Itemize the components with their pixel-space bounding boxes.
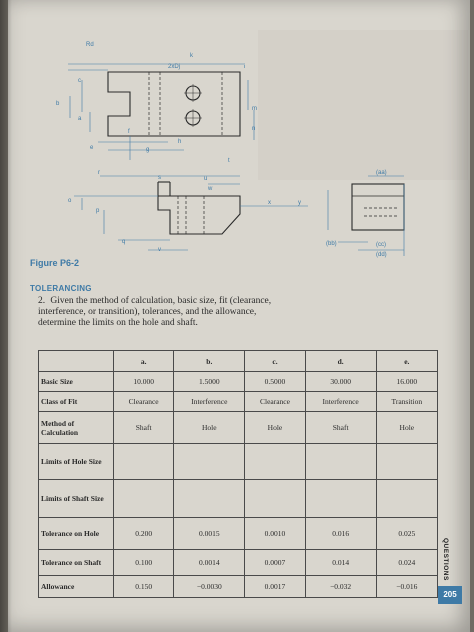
tolerance-table <box>38 350 438 598</box>
dim-label-p: p <box>96 208 100 214</box>
row-label-shaft-limits: Limits of Shaft Size <box>39 480 114 518</box>
answer-cell[interactable] <box>305 480 376 518</box>
problem-statement <box>38 296 278 329</box>
answer-cell[interactable] <box>245 444 305 480</box>
dim-label-m: m <box>252 106 257 112</box>
table-row <box>39 392 438 412</box>
answer-cell[interactable] <box>174 444 245 480</box>
answer-cell[interactable] <box>174 480 245 518</box>
table-corner-cell <box>39 351 114 372</box>
dim-label-s: s <box>158 175 161 181</box>
dim-label-f: f <box>128 129 130 135</box>
dim-label-r: r <box>98 170 100 176</box>
table-row <box>39 372 438 392</box>
column-header-a: a. <box>114 351 174 372</box>
table-cell: Shaft <box>114 412 174 444</box>
column-header-d: d. <box>305 351 376 372</box>
table-cell: Interference <box>174 392 245 412</box>
dim-label-y: y <box>298 200 301 206</box>
table-cell: −0.0030 <box>174 576 245 598</box>
table-row <box>39 480 438 518</box>
row-label-class-of-fit: Class of Fit <box>39 392 114 412</box>
dim-label-t: t <box>228 158 230 164</box>
table-cell: Transition <box>376 392 437 412</box>
row-label-shaft-tolerance: Tolerance on Shaft <box>39 550 114 576</box>
table-cell: 0.150 <box>114 576 174 598</box>
row-label-hole-limits: Limits of Hole Size <box>39 444 114 480</box>
table-cell: 0.0007 <box>245 550 305 576</box>
dim-label-e: e <box>90 145 94 151</box>
dim-label-x: x <box>268 200 271 206</box>
answer-cell[interactable] <box>305 444 376 480</box>
table-cell: 0.200 <box>114 518 174 550</box>
dim-label-g: g <box>146 147 150 153</box>
table-cell: 30.000 <box>305 372 376 392</box>
table-cell: 0.016 <box>305 518 376 550</box>
answer-cell[interactable] <box>114 480 174 518</box>
row-label-allowance: Allowance <box>39 576 114 598</box>
dim-label-k: k <box>190 53 193 59</box>
dim-label-q: q <box>122 239 126 245</box>
dim-label-w: w <box>208 186 213 192</box>
answer-cell[interactable] <box>376 444 437 480</box>
figure-caption: Figure P6-2 <box>30 258 80 268</box>
row-label-basic-size: Basic Size <box>39 372 114 392</box>
table-cell: −0.032 <box>305 576 376 598</box>
dim-label-b: b <box>56 101 60 107</box>
table-cell: 1.5000 <box>174 372 245 392</box>
dim-label-Rd: Rd <box>86 42 94 48</box>
table-cell: Shaft <box>305 412 376 444</box>
answer-cell[interactable] <box>114 444 174 480</box>
dim-label-n: n <box>252 126 256 132</box>
textbook-page <box>8 0 470 632</box>
table-cell: Interference <box>305 392 376 412</box>
table-cell: 0.5000 <box>245 372 305 392</box>
column-header-c: c. <box>245 351 305 372</box>
table-row <box>39 412 438 444</box>
table-cell: 0.025 <box>376 518 437 550</box>
dim-label-o: o <box>68 198 72 204</box>
problem-number: 2. <box>38 296 46 306</box>
dim-label-h: h <box>178 139 182 145</box>
answer-cell[interactable] <box>376 480 437 518</box>
page-number: 205 <box>443 590 457 599</box>
dim-label-c: c <box>78 78 81 84</box>
table-cell: 0.100 <box>114 550 174 576</box>
dim-label-2xDj: 2xDj <box>168 64 181 70</box>
table-cell: 0.024 <box>376 550 437 576</box>
dim-label-aa: (aa) <box>376 170 387 176</box>
row-label-method: Method of Calculation <box>39 412 114 444</box>
engineering-drawing <box>8 0 470 260</box>
dim-label-i: i <box>244 64 246 70</box>
answer-cell[interactable] <box>245 480 305 518</box>
table-cell: 0.0015 <box>174 518 245 550</box>
problem-text: Given the method of calculation, basic size, fit (clearance, interference, or transition), tolerances, and the allowance, determine the limits on the hole and shaft. <box>38 296 272 328</box>
row-label-hole-tolerance: Tolerance on Hole <box>39 518 114 550</box>
table-cell: 10.000 <box>114 372 174 392</box>
table-row <box>39 518 438 550</box>
dim-label-cc: (cc) <box>376 242 386 248</box>
table-cell: Hole <box>245 412 305 444</box>
table-cell: Hole <box>376 412 437 444</box>
dim-label-v: v <box>158 247 161 253</box>
table-cell: Clearance <box>245 392 305 412</box>
dim-label-dd: (dd) <box>376 252 387 258</box>
table-cell: Clearance <box>114 392 174 412</box>
table-row <box>39 576 438 598</box>
dim-label-a: a <box>78 116 82 122</box>
table-row <box>39 550 438 576</box>
binding-shadow <box>0 0 12 632</box>
table-cell: 0.0017 <box>245 576 305 598</box>
table-cell: Hole <box>174 412 245 444</box>
dim-label-bb: (bb) <box>326 241 337 247</box>
table-cell: −0.016 <box>376 576 437 598</box>
table-cell: 0.0014 <box>174 550 245 576</box>
dim-label-u: u <box>204 176 208 182</box>
column-header-e: e. <box>376 351 437 372</box>
section-heading: TOLERANCING <box>30 284 92 293</box>
table-header-row <box>39 351 438 372</box>
table-cell: 16.000 <box>376 372 437 392</box>
table-cell: 0.014 <box>305 550 376 576</box>
side-tab-label: QUESTIONS <box>442 538 449 581</box>
table-row <box>39 444 438 480</box>
column-header-b: b. <box>174 351 245 372</box>
table-cell: 0.0010 <box>245 518 305 550</box>
